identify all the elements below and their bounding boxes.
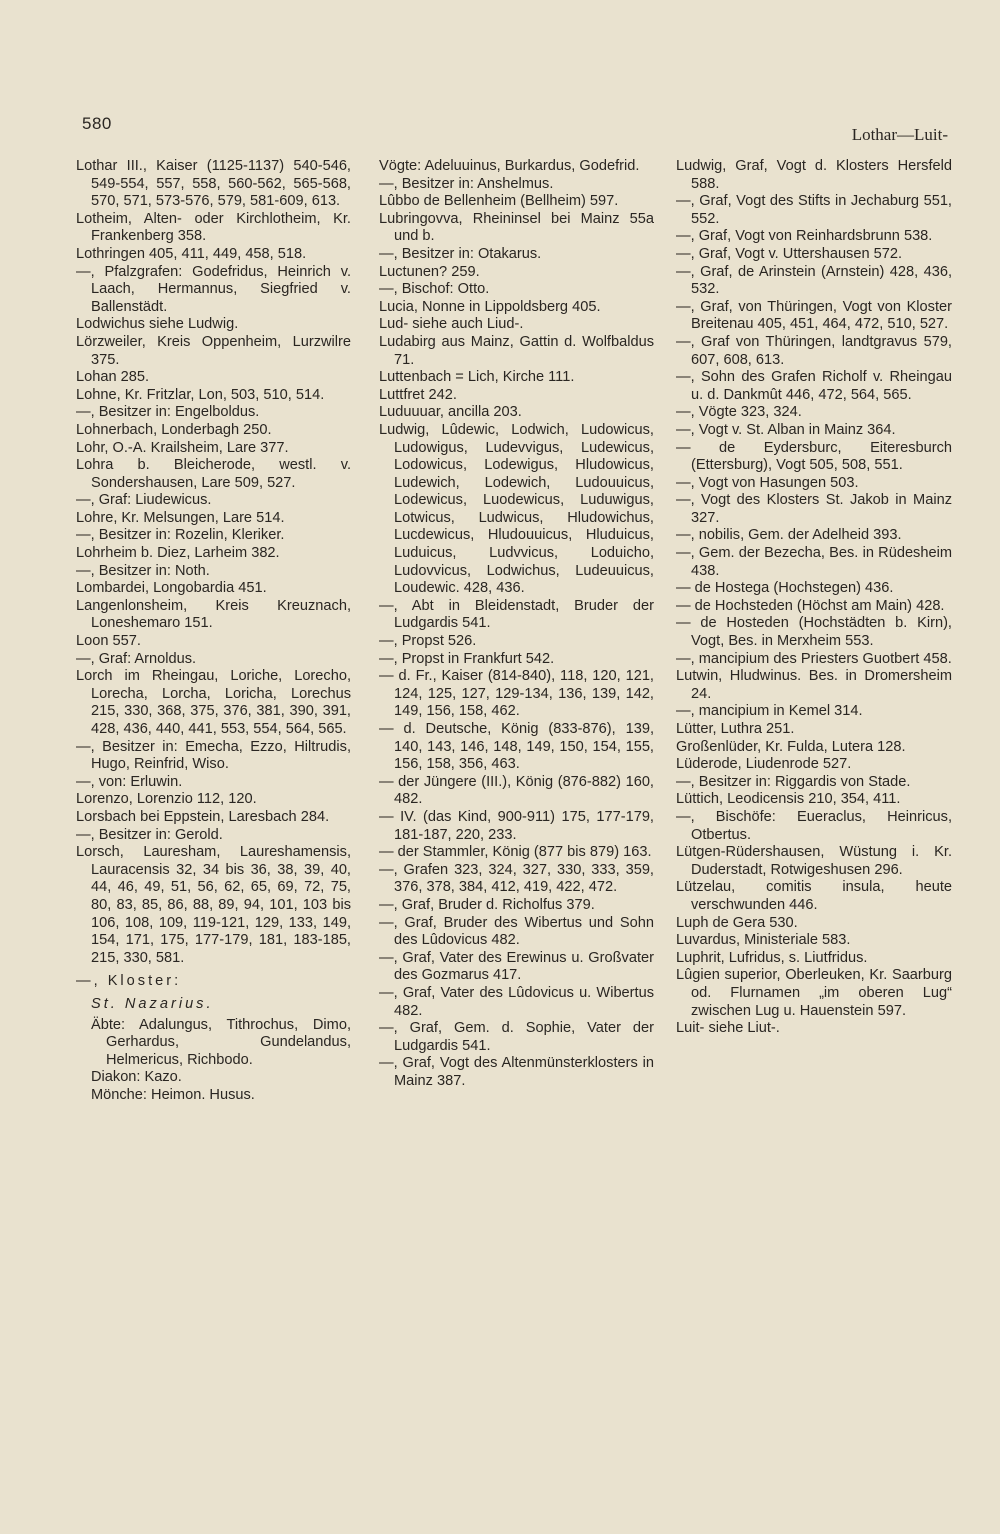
index-entry: —, Graf, Vogt des Altenmünsterklosters in Mainz 387. <box>379 1055 654 1089</box>
page-number: 580 <box>82 114 112 133</box>
index-entry: Loon 557. <box>76 633 141 650</box>
index-entry: —, Besitzer in: Riggardis von Stade. <box>676 773 911 790</box>
index-entry: Lohnerbach, Londerbagh 250. <box>76 421 272 438</box>
index-entry: Luduuuar, ancilla 203. <box>379 404 522 421</box>
index-entry: Luttenbach = Lich, Kirche 111. <box>379 369 575 386</box>
index-entry: Luvardus, Ministeriale 583. <box>676 932 851 949</box>
index-entry: —, Graf, Bruder des Wibertus und Sohn des Lûdovicus 482. <box>379 914 654 949</box>
running-head: Lothar—Luit- <box>851 125 948 144</box>
index-entry: —, Besitzer in: Gerold. <box>76 826 223 843</box>
index-entry: Mönche: Heimon. Husus. <box>91 1086 255 1103</box>
index-entry: Lodwichus siehe Ludwig. <box>76 316 239 333</box>
index-entry: —, von: Erluwin. <box>76 773 183 790</box>
index-entry: Lüderode, Liudenrode 527. <box>676 756 852 773</box>
index-column-middle <box>379 158 654 1090</box>
index-entry: Luph de Gera 530. <box>676 914 798 931</box>
index-entry: — d. Deutsche, König (833-876), 139, 140, 143, 146, 148, 149, 150, 154, 155, 156, 158, 356, 463. <box>379 721 654 773</box>
index-entry: Lörzweiler, Kreis Oppenheim, Lurzwilre 375. <box>76 333 351 368</box>
index-entry: —, Propst 526. <box>379 633 477 650</box>
index-entry: Äbte: Adalungus, Tithrochus, Dimo, Gerhardus, Gundelandus, Helmericus, Richbodo. <box>91 1016 351 1068</box>
index-entry: — d. Fr., Kaiser (814-840), 118, 120, 121, 124, 125, 127, 129-134, 136, 139, 142, 149, 156, 158, 462. <box>379 668 654 720</box>
index-entry: Lucia, Nonne in Lippoldsberg 405. <box>379 298 601 315</box>
index-entry: Lubringovva, Rheininsel bei Mainz 55a und b. <box>379 210 654 245</box>
index-entry: —, Pfalzgrafen: Godefridus, Heinrich v. Laach, Hermannus, Siegfried v. Ballenstädt. <box>76 263 351 315</box>
index-entry: — der Stammler, König (877 bis 879) 163. <box>379 844 652 861</box>
index-entry: Lutwin, Hludwinus. Bes. in Dromersheim 24. <box>676 668 952 702</box>
index-entry: Lûgien superior, Oberleuken, Kr. Saarburg od. Flurnamen „im oberen Lug“ zwischen Lug u. Hauenstein 597. <box>676 967 952 1019</box>
index-entry: — IV. (das Kind, 900-911) 175, 177-179, 181-187, 220, 233. <box>379 808 654 843</box>
index-entry: —, nobilis, Gem. der Adelheid 393. <box>676 527 902 544</box>
index-entry: Langenlonsheim, Kreis Kreuznach, Loneshemaro 151. <box>76 597 351 632</box>
index-entry: —, Graf von Thüringen, landtgravus 579, 607, 608, 613. <box>676 333 952 368</box>
index-entry: —, Graf: Liudewicus. <box>76 492 212 509</box>
index-entry: —, Besitzer in: Anshelmus. <box>379 175 554 192</box>
index-entry: —, mancipium in Kemel 314. <box>676 703 863 720</box>
index-entry: —, Besitzer in: Rozelin, Kleriker. <box>76 527 285 544</box>
index-entry: —, Vogt von Hasungen 503. <box>676 474 859 491</box>
index-entry: Ludwig, Lûdewic, Lodwich, Ludowicus, Ludowigus, Ludevvigus, Ludewicus, Lodowicus, Lodewigus, Hludowicus, Ludewich, Lodewich, Ludouuicus, Lodewicus, Luodewicus, Luduwigus, Lotwicus, Ludwicus, Hludowichus, Lucdewicus, Hludouuicus, Hluduicus, Luduicus, Ludvvicus, Loduicho, Ludovvicus, Lodwichus, Ludeuuicus, Loudewic. 428, 436. <box>379 421 654 597</box>
index-entry: — de Hosteden (Hochstädten b. Kirn), Vogt, Bes. in Merxheim 553. <box>676 615 952 650</box>
index-entry: Lud- siehe auch Liud-. <box>379 316 524 333</box>
index-entry: —, Besitzer in: Engelboldus. <box>76 404 260 421</box>
index-entry: Diakon: Kazo. <box>91 1069 182 1086</box>
index-entry: Ludabirg aus Mainz, Gattin d. Wolfbaldus 71. <box>379 333 654 368</box>
index-entry: —, Graf, Vater des Erewinus u. Großvater des Gozmarus 417. <box>379 949 654 984</box>
index-entry: Lütter, Luthra 251. <box>676 721 795 737</box>
index-entry: Lohrheim b. Diez, Larheim 382. <box>76 545 280 562</box>
index-entry: Luit- siehe Liut-. <box>676 1020 780 1037</box>
index-entry: —, Grafen 323, 324, 327, 330, 333, 359, 376, 378, 384, 412, 419, 422, 472. <box>379 861 654 896</box>
index-entry: Lothar III., Kaiser (1125-1137) 540-546, 549-554, 557, 558, 560-562, 565-568, 570, 571, 573-576, 579, 581-609, 613. <box>76 158 351 210</box>
index-entry: —, Bischöfe: Eueraclus, Heinricus, Otbertus. <box>676 808 952 843</box>
index-entry: —, Graf, von Thüringen, Vogt von Kloster Breitenau 405, 451, 464, 472, 510, 527. <box>676 298 952 333</box>
index-entry: Lohan 285. <box>76 369 150 386</box>
index-entry: —, Graf, Gem. d. Sophie, Vater der Ludgardis 541. <box>379 1020 654 1054</box>
index-entry: Lorsbach bei Eppstein, Laresbach 284. <box>76 808 330 825</box>
index-column-left <box>76 158 351 1104</box>
index-entry: Lotheim, Alten- oder Kirchlotheim, Kr. Frankenberg 358. <box>76 210 351 245</box>
index-entry: —, Gem. der Bezecha, Bes. in Rüdesheim 438. <box>676 545 952 579</box>
index-entry: — de Eydersburc, Eiteresburch (Ettersburg), Vogt 505, 508, 551. <box>676 439 952 474</box>
index-entry: —, Bischof: Otto. <box>379 281 490 298</box>
index-entry: —, Graf, Vater des Lûdovicus u. Wibertus 482. <box>379 984 654 1019</box>
index-entry: Großenlüder, Kr. Fulda, Lutera 128. <box>676 738 906 755</box>
index-entry: — der Jüngere (III.), König (876-882) 160, 482. <box>379 773 654 808</box>
index-entry: —, Graf, Vogt v. Uttershausen 572. <box>676 245 903 262</box>
index-entry: Luphrit, Lufridus, s. Liutfridus. <box>676 949 868 966</box>
index-entry: Vögte: Adeluuinus, Burkardus, Godefrid. <box>379 158 640 174</box>
index-entry: —, Besitzer in: Otakarus. <box>379 245 542 262</box>
index-entry: —, Besitzer in: Noth. <box>76 562 210 579</box>
index-entry: — de Hochsteden (Höchst am Main) 428. <box>676 597 945 614</box>
index-entry: Lombardei, Longobardia 451. <box>76 580 267 597</box>
index-entry: Lorenzo, Lorenzio 112, 120. <box>76 791 257 808</box>
index-entry: —, Besitzer in: Emecha, Ezzo, Hiltrudis, Hugo, Reinfrid, Wiso. <box>76 738 351 773</box>
index-entry: Lothringen 405, 411, 449, 458, 518. <box>76 245 307 262</box>
index-entry: Lütgen-Rüdershausen, Wüstung i. Kr. Duderstadt, Rotwigeshusen 296. <box>676 844 952 878</box>
index-entry: Lorch im Rheingau, Loriche, Lorecho, Lorecha, Lorcha, Loricha, Lorechus 215, 330, 368, 375, 376, 381, 390, 391, 428, 436, 440, 441, 553, 554, 564, 565. <box>76 668 351 737</box>
index-entry: —, mancipium des Priesters Guotbert 458. <box>676 650 952 667</box>
index-entry: —, Graf, Vogt von Reinhardsbrunn 538. <box>676 228 933 245</box>
index-entry: Lüttich, Leodicensis 210, 354, 411. <box>676 791 901 808</box>
index-entry: —, Kloster: <box>76 973 182 990</box>
index-entry: —, Vogt v. St. Alban in Mainz 364. <box>676 421 896 438</box>
index-entry: —, Vögte 323, 324. <box>676 404 802 421</box>
index-entry: Luctunen? 259. <box>379 263 480 280</box>
index-entry: St. Nazarius. <box>91 995 214 1012</box>
index-entry: Lorsch, Lauresham, Laureshamensis, Lauracensis 32, 34 bis 36, 38, 39, 40, 44, 46, 49, 51, 56, 62, 65, 69, 72, 75, 80, 83, 85, 86, 88, 89, 94, 101, 103 bis 106, 108, 109, 119-121, 129, 133, 149, 154, 171, 175, 177-179, 181, 183-185, 215, 330, 581. <box>76 844 351 966</box>
index-entry: Lützelau, comitis insula, heute verschwunden 446. <box>676 879 952 913</box>
index-entry: — de Hostega (Hochstegen) 436. <box>676 580 894 597</box>
index-entry: —, Graf: Arnoldus. <box>76 650 197 667</box>
index-entry: Lohne, Kr. Fritzlar, Lon, 503, 510, 514. <box>76 386 325 403</box>
index-entry: —, Graf, Bruder d. Richolfus 379. <box>379 896 595 913</box>
index-entry: Ludwig, Graf, Vogt d. Klosters Hersfeld 588. <box>676 158 952 192</box>
index-entry: —, Graf, Vogt des Stifts in Jechaburg 551, 552. <box>676 193 952 227</box>
index-column-right <box>676 158 952 1038</box>
index-entry: —, Abt in Bleidenstadt, Bruder der Ludgardis 541. <box>379 597 654 632</box>
index-entry: Lohre, Kr. Melsungen, Lare 514. <box>76 509 285 526</box>
index-entry: Lohr, O.-A. Krailsheim, Lare 377. <box>76 439 289 456</box>
index-entry: Luttfret 242. <box>379 386 457 403</box>
index-entry: —, Vogt des Klosters St. Jakob in Mainz 327. <box>676 492 952 526</box>
index-entry: Lohra b. Bleicherode, westl. v. Sondershausen, Lare 509, 527. <box>76 457 351 491</box>
index-entry: —, Sohn des Grafen Richolf v. Rheingau u. d. Dankmût 446, 472, 564, 565. <box>676 369 952 403</box>
index-entry: Lûbbo de Bellenheim (Bellheim) 597. <box>379 193 619 210</box>
index-entry: —, Propst in Frankfurt 542. <box>379 650 555 667</box>
index-entry: —, Graf, de Arinstein (Arnstein) 428, 436, 532. <box>676 263 952 298</box>
